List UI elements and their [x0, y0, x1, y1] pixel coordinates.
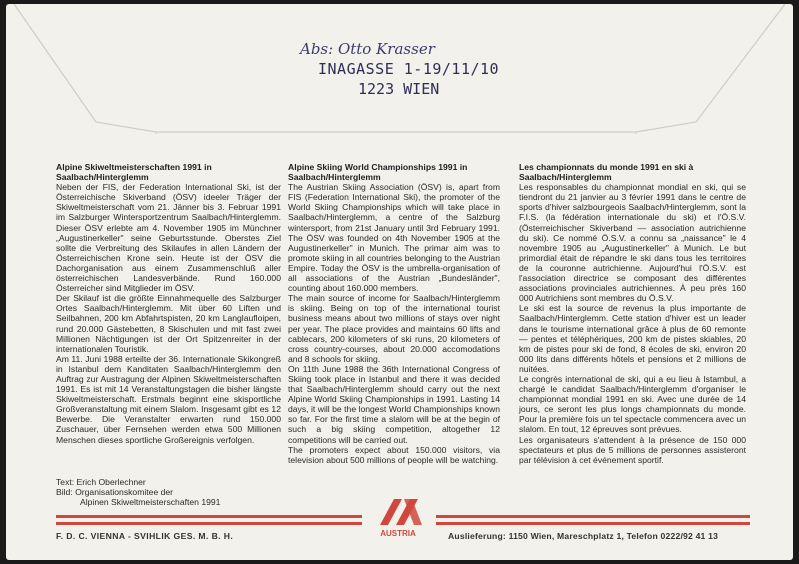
sender-name: Abs: Otto Krasser — [300, 40, 435, 58]
austria-logo — [366, 495, 430, 539]
column-heading: Alpine Skiing World Championships 1991 in Saalbach/Hinterglemm — [288, 162, 468, 183]
paragraph: Les organisateurs s'attendent à la présence de 150 000 spectateurs et plus de 5 millions de personnes assisteront par télévision à cet événement sportif. — [519, 434, 746, 465]
paragraph: Les responsables du championnat mondial en ski, qui se tiendront du 21 janvier au 3 février 1991 dans le centre de sports d'hiver salzbourgeois Saalbach/Hinterglemm, sont la F.I.S. (la fédération internationale du ski) et l'Ö.S.V. (Österreichischer Skiverband — association autrichienne du ski). Ce nommé Ö.S.V. a connu sa „naissance" le 4 novembre 1905 au „Augustinerkeller" à Munich. Le but primordial était de répandre le ski dans tous les territoires de la couronne autrichienne. Aujourd'hui l'Ö.S.V. est l'association directrice se composant des différentes associations provinciales autrichiennes. À peu près 160 000 Autrichiens sont membres du Ö.S.V. — [519, 182, 746, 304]
logo-label: AUSTRIA — [380, 529, 416, 538]
text-column-english — [288, 162, 500, 465]
sender-city: 1223 WIEN — [358, 80, 440, 98]
paragraph: On 11th June 1988 the 36th International Congress of Skiing took place in Istanbul and there it was decided that Saalbach/Hinterglemm should carry out the next Alpine World Skiing Championships in 1991. Lasting 14 days, it will be the longest World Championships known so far. For the first time a slalom will be at the begin of such a big skiing competition, altogether 12 competitions will be carried out. — [288, 363, 500, 445]
footer-publisher: F. D. C. VIENNA - SVIHLIK GES. M. B. H. — [56, 531, 234, 541]
paragraph: Le ski est la source de revenus la plus importante de Saalbach/Hinterglemm. Cette station d'hiver est un leader dans le tourisme international grâce à plus de 60 remonte — pentes et téléphériques, 200 km de pistes skiables, 20 km de pistes pour ski de fond, 8 écoles de ski, environ 20 000 lits dans différents hôtels et pensions et 2 millions de nuitées. — [519, 303, 746, 374]
paragraph: The promoters expect about 150.000 visitors, via television about 500 millions of people will be watching. — [288, 444, 500, 465]
paragraph: Neben der FIS, der Federation International Ski, ist der Österreichische Skiverband (ÖSV) ideeler Träger der Skiweltmeisterschaft vom 21. Jänner bis 3. Februar 1991 im Salzburger Wintersportzentrum Saalbach/Hinterglemm. Dieser ÖSV erlebte am 4. November 1905 im Münchner „Augustinerkeller" seine Geburtsstunde. Oberstes Ziel sollte die Verbreitung des Skilaufes in allen Ländern der Österreichischen Krone sein. Heute ist der ÖSV die Dachorganisation aus einem Zusammenschluß aller österreichischen Landesverbände. Rund 160.000 Österreicher sind Mitglieder im ÖSV. — [56, 182, 281, 294]
paragraph: The main source of income for Saalbach/Hinterglemm is skiing. Being on top of the international tourist business means about two millions of stays over night per year. The place provides and maintains 60 lifts and cablecars, 200 kilometers of ski runs, 20 kilometers of cross country-courses, about 20.000 accomodations and 8 schools for skiing. — [288, 293, 500, 364]
column-heading: Alpine Skiweltmeisterschaften 1991 in Saalbach/Hinterglemm — [56, 162, 212, 183]
text-column-french — [519, 162, 746, 465]
stripe-left-1 — [56, 515, 362, 518]
paragraph: Le congrès international de ski, qui a eu lieu à Istambul, a chargé le candidat Saalbach/Hinterglemm d'organiser le championnat mondial 1991 en ski. Avec une durée de 14 jours, ce seront les plus longs championnats du monde. Pour la première fois un tel spectacle commencera avec un slalom. En tout, 12 épreuves sont prévues. — [519, 373, 746, 435]
credit-text: Text: Erich Oberlechner — [56, 477, 146, 487]
paragraph: The Austrian Skiing Association (ÖSV) is, apart from FIS (Federation International Ski), the promoter of the World Skiing Championships which will take place in Saalbach/Hinterglemm, a centre of the Salzburg wintersport, from 21st January until 3rd February 1991. The ÖSV was founded on 4th November 1905 at the Augustinerkeller" in Munich. The primar aim was to promote skiing in all countries belonging to the Austrian Empire. Today the ÖSV is the umbrella-organisation of all associations of the Austrian „Bundesländer", counting about 160.000 members. — [288, 182, 500, 294]
footer-delivery: Auslieferung: 1150 Wien, Mareschplatz 1, Telefon 0222/92 41 13 — [448, 531, 719, 541]
column-heading: Les championnats du monde 1991 en ski à Saalbach/Hinterglemm — [519, 162, 694, 183]
sender-street: INAGASSE 1-19/11/10 — [318, 60, 500, 78]
credit-image-cont: Alpinen Skiweltmeisterschaften 1991 — [80, 497, 221, 508]
text-column-german — [56, 162, 281, 445]
stripe-left-2 — [56, 522, 362, 525]
paragraph: Am 11. Juni 1988 erteilte der 36. Internationale Skikongreß in Istanbul dem Kanditaten Saalbach/Hinterglemm den Auftrag zur Austragung der Alpinen Skiweltmeisterschaften 1991. Es ist mit 14 Veranstaltungstagen die bisher längste Skiweltmeisterschaft. Erstmals beginnt eine skisportliche Großveranstaltung mit einem Slalom. Insgesamt gibt es 12 Bewerbe. Die Veranstalter erwarten rund 150.000 Zuschauer, über Fernsehen werden etwa 500 Millionen Menschen dieses sportliche Großereignis verfolgen. — [56, 353, 281, 445]
stripe-right-2 — [436, 522, 750, 525]
credit-image: Bild: Organisationskomitee der — [56, 487, 174, 498]
credits — [56, 477, 220, 507]
paragraph: Der Skilauf ist die größte Einnahmequelle des Salzburger Ortes Saalbach/Hinterglemm. Mit über 60 Liften und Seilbahnen, 200 km Abfahrtspisten, 20 km Langlaufloipen, rund 20.000 Gästebetten, 8 Skischulen und mit fast zwei Millionen Nächtigungen ist der Ort Spitzenreiter in der internationalen Touristik. — [56, 293, 281, 354]
stripe-right-1 — [436, 515, 750, 518]
